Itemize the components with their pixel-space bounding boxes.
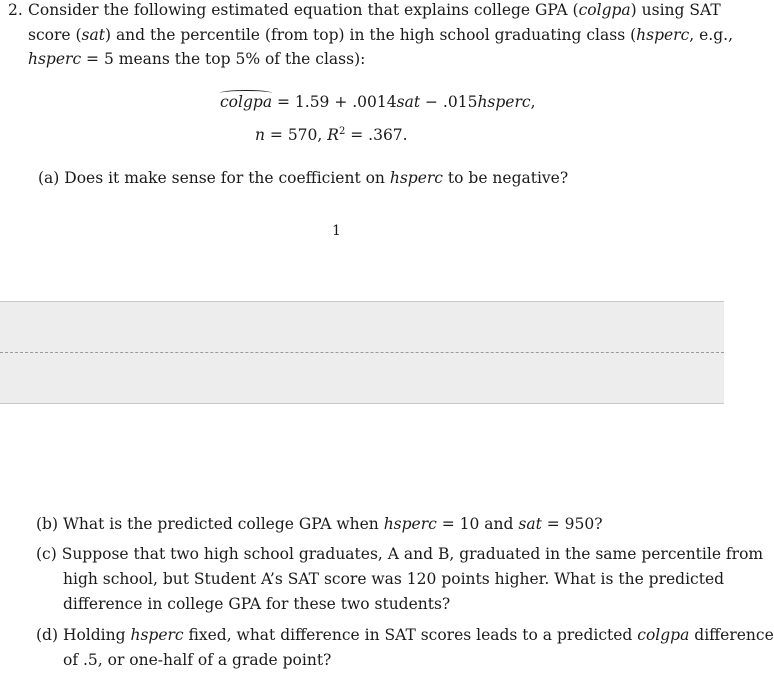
var-colgpa: colgpa — [578, 1, 631, 19]
equation-line-1: colgpa = 1.59 + .0014sat − .015hsperc, — [220, 93, 536, 111]
intro-line-1: Consider the following estimated equation that explains college GPA (colgpa) using SAT — [28, 1, 721, 19]
var-hsperc: hsperc — [28, 50, 82, 68]
colgpa-hat: colgpa — [220, 93, 273, 111]
problem-number: 2. — [8, 1, 23, 19]
page-break-divider — [0, 352, 724, 353]
intro-line-3: hsperc = 5 means the top 5% of the class): — [28, 50, 366, 68]
equation-line-2: n = 570, $R^2 = .367$. — [255, 126, 408, 145]
var-sat: sat — [81, 26, 105, 44]
question-part-d-line-1: (d) Holding hsperc fixed, what difference in SAT scores leads to a predicted colgpa difference — [36, 626, 774, 644]
question-part-b: (b) What is the predicted college GPA when hsperc = 10 and sat = 950? — [36, 515, 603, 533]
page-gap — [0, 301, 724, 404]
page-number: 1 — [332, 223, 341, 239]
question-part-a: (a) Does it make sense for the coefficient on hsperc to be negative? — [38, 169, 569, 187]
question-part-c-line-3: difference in college GPA for these two students? — [63, 595, 451, 613]
question-part-d-line-2: of .5, or one-half of a grade point? — [63, 651, 332, 669]
document-page-1 — [0, 0, 733, 301]
question-part-c-line-1: (c) Suppose that two high school graduates, A and B, graduated in the same percentile from — [36, 545, 764, 563]
intro-line-2: score (sat) and the percentile (from top) in the high school graduating class (hsperc, e.g., — [28, 26, 733, 44]
question-part-c-line-2: high school, but Student A’s SAT score was 120 points higher. What is the predicted — [63, 570, 725, 588]
var-hsperc: hsperc — [636, 26, 690, 44]
